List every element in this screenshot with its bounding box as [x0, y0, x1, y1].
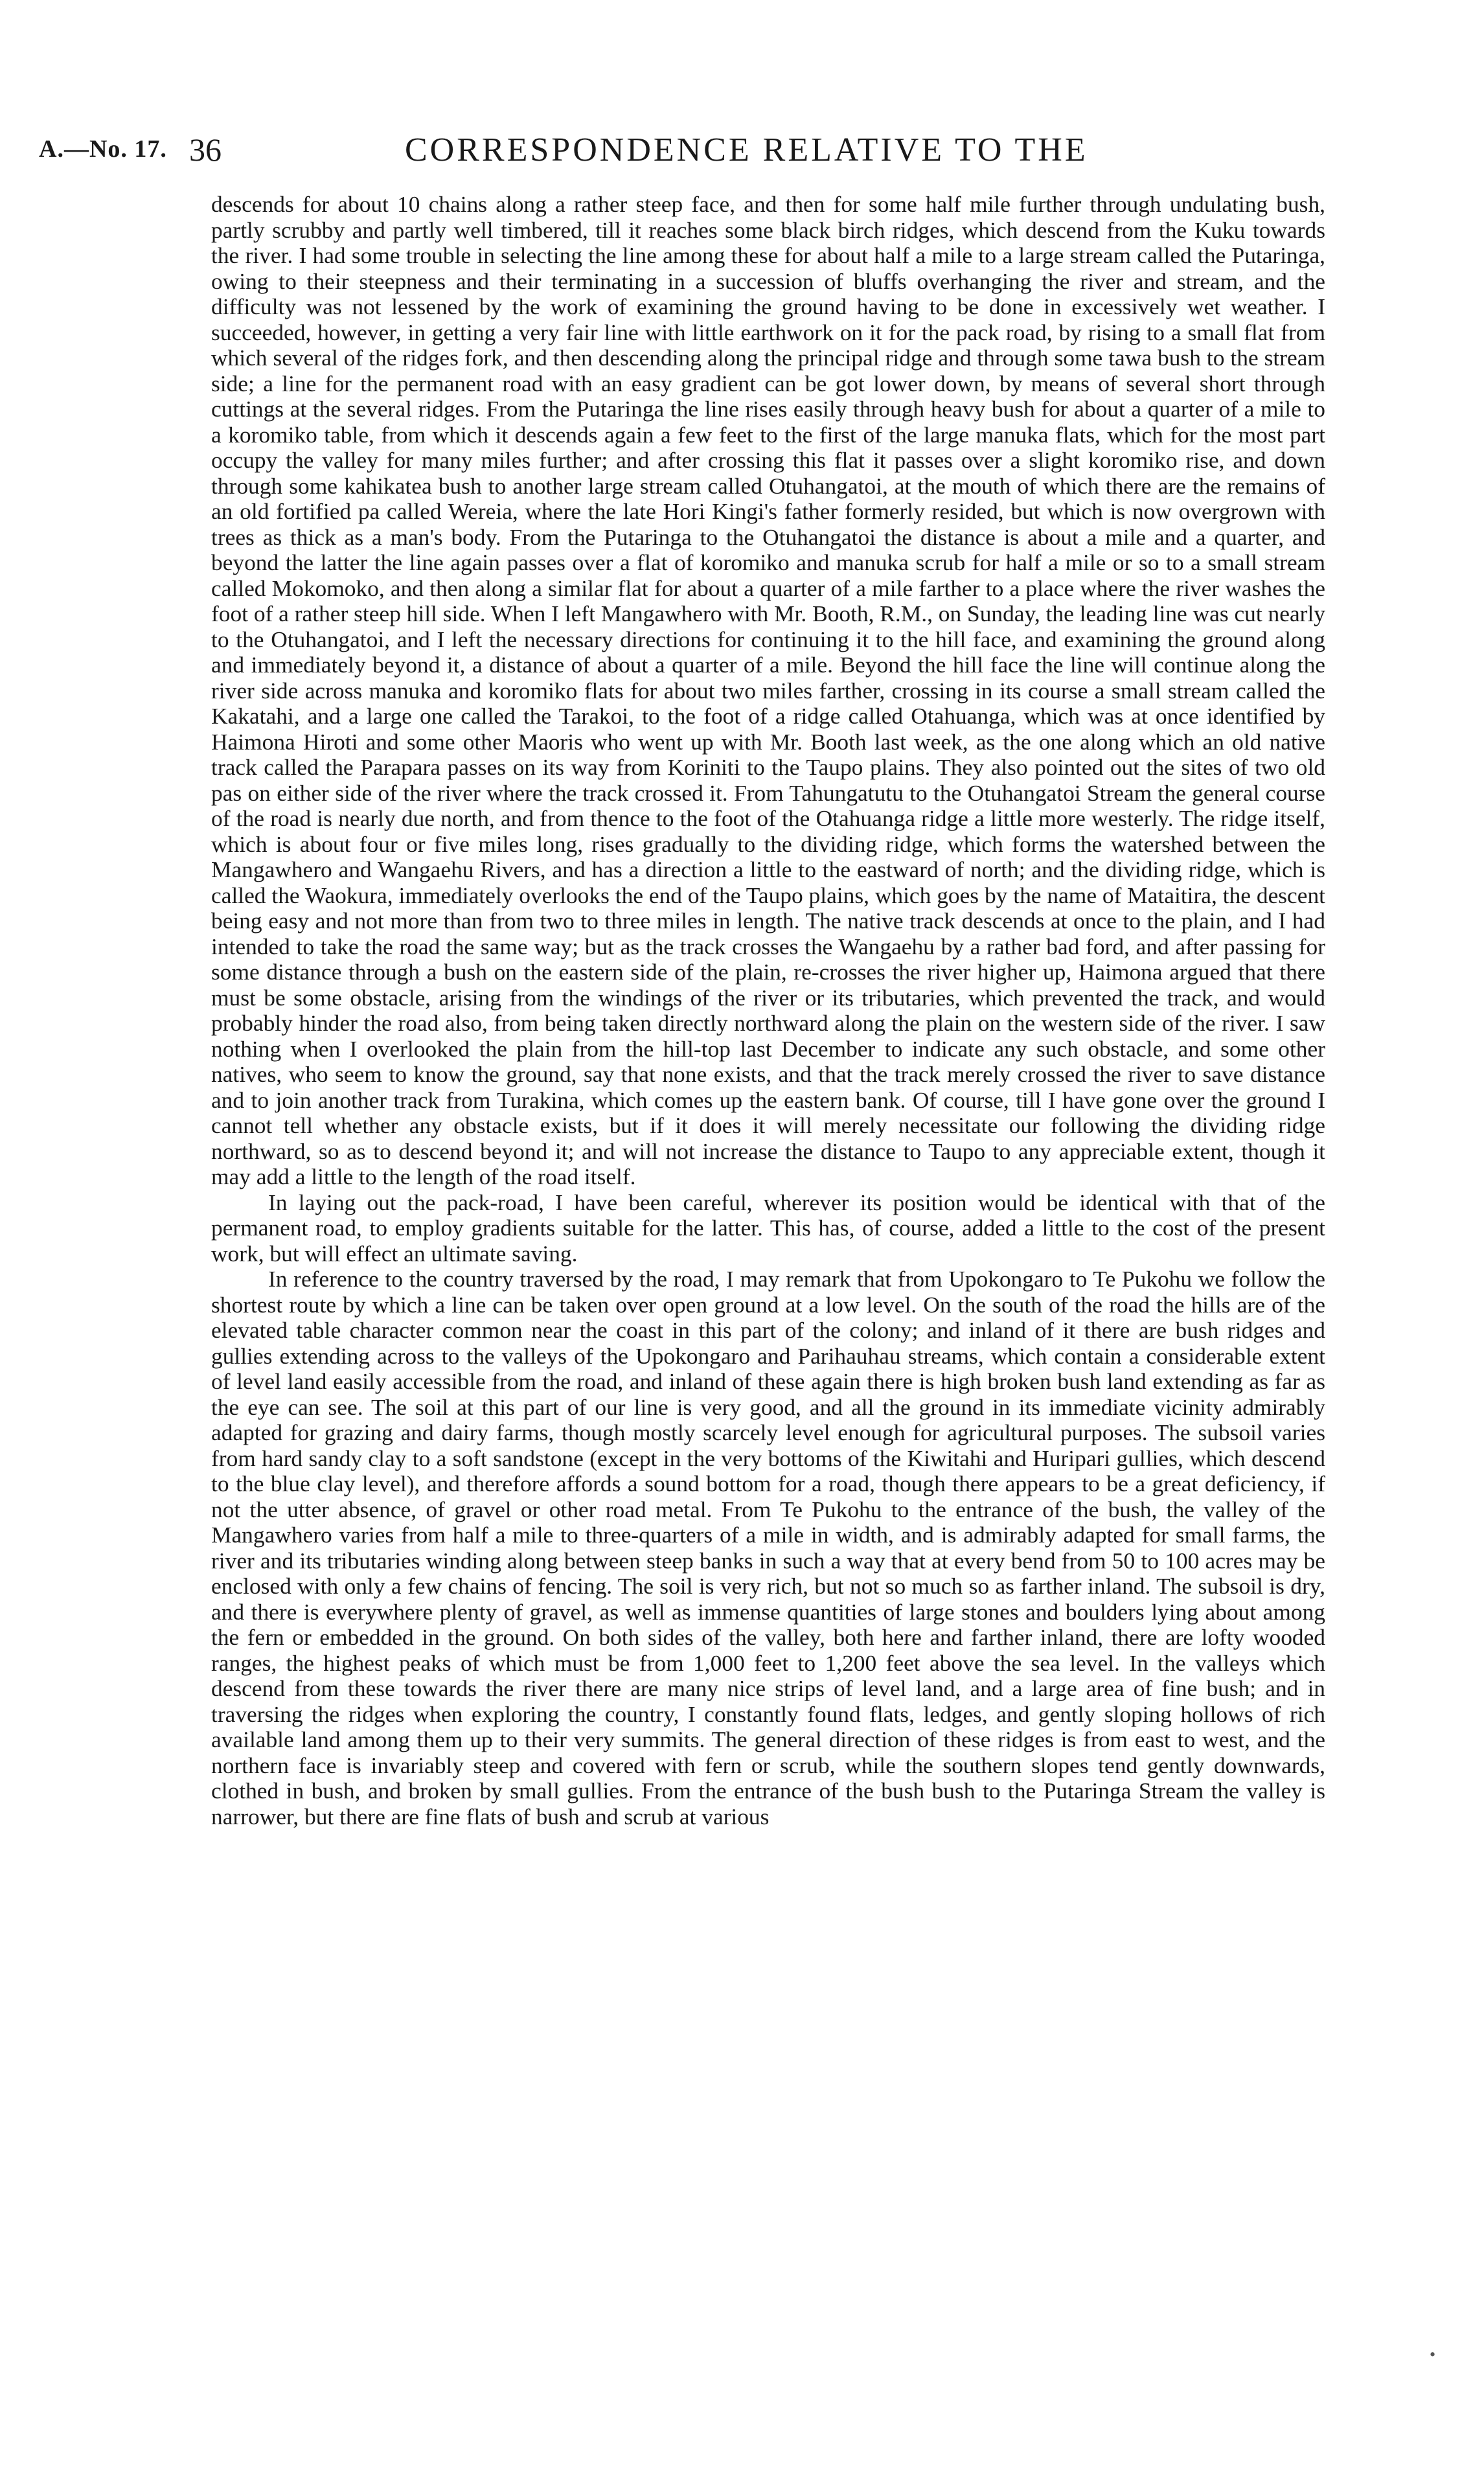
paragraph: In laying out the pack-road, I have been careful, wherever its position would be identical with that of the permanent road, to employ gradients suitable for the latter. This has, of course, added a little to the cost of the present work, but will effect an ultimate saving. — [211, 1189, 1325, 1266]
document-reference: A.—No. 17. — [39, 135, 167, 163]
paragraph: In reference to the country traversed by the road, I may remark that from Upokongaro to Te Pukohu we follow the shortest route by which a line can be taken over open ground at a low level. On the south of the road the hills are of the elevated table character common near the coast in this part of the colony; and inland of it there are bush ridges and gullies extending across to the valleys of the Upokongaro and Parihauhau streams, which contain a considerable extent of level land easily accessible from the road, and inland of these again there is high broken bush land extending as far as the eye can see. The soil at this part of our line is very good, and all the ground in its immediate vicinity admirably adapted for grazing and dairy farms, though mostly scarcely level enough for agricultural purposes. The subsoil varies from hard sandy clay to a soft sandstone (except in the very bottoms of the Kiwitahi and Huripari gullies, which descend to the blue clay level), and therefore affords a sound bottom for a road, though there appears to be a great deficiency, if not the utter absence, of gravel or other road metal. From Te Pukohu to the entrance of the bush, the valley of the Mangawhero varies from half a mile to three-quarters of a mile in width, and is admirably adapted for small farms, the river and its tributaries winding along between steep banks in such a way that at every bend from 50 to 100 acres may be enclosed with only a few chains of fencing. The soil is very rich, but not so much so as farther inland. The subsoil is dry, and there is everywhere plenty of gravel, as well as immense quantities of large stones and boulders lying about among the fern or embedded in the ground. On both sides of the valley, both here and farther inland, there are lofty wooded ranges, the highest peaks of which must be from 1,000 feet to 1,200 feet above the sea level. In the valleys which descend from these towards the river there are many nice strips of level land, and a large area of fine bush; and in traversing the ridges when exploring the country, I constantly found flats, ledges, and gently sloping hollows of rich available land among them up to their very summits. The general direction of these ridges is from east to west, and the northern face is invariably steep and covered with fern or scrub, while the southern slopes tend gently downwards, clothed in bush, and broken by small gullies. From the entrance of the bush bush to the Putaringa Stream the valley is narrower, but there are fine flats of bush and scrub at various — [211, 1266, 1325, 1829]
paragraph: descends for about 10 chains along a rather steep face, and then for some half mile further through undulating bush, partly scrubby and partly well timbered, till it reaches some black birch ridges, which descend from the Kuku towards the river. I had some trouble in selecting the line among these for about half a mile to a large stream called the Putaringa, owing to their steepness and their terminating in a succession of bluffs overhanging the river and stream, and the difficulty was not lessened by the work of examining the ground having to be done in excessively wet weather. I succeeded, however, in getting a very fair line with little earthwork on it for the pack road, by rising to a small flat from which several of the ridges fork, and then descending along the principal ridge and through some tawa bush to the stream side; a line for the permanent road with an easy gradient can be got lower down, by means of several short through cuttings at the several ridges. From the Putaringa the line rises easily through heavy bush for about a quarter of a mile to a koromiko table, from which it descends again a few feet to the first of the large manuka flats, which for the most part occupy the valley for many miles further; and after crossing this flat it passes over a slight koromiko rise, and down through some kahikatea bush to another large stream called Otuhangatoi, at the mouth of which there are the remains of an old fortified pa called Wereia, where the late Hori Kingi's father formerly resided, but which is now overgrown with trees as thick as a man's body. From the Putaringa to the Otuhangatoi the distance is about a mile and a quarter, and beyond the latter the line again passes over a flat of koromiko and manuka scrub for half a mile or so to a small stream called Mokomoko, and then along a similar flat for about a quarter of a mile farther to a place where the river washes the foot of a rather steep hill side. When I left Mangawhero with Mr. Booth, R.M., on Sunday, the leading line was cut nearly to the Otuhangatoi, and I left the necessary directions for continuing it to the hill face, and examining the ground along and immediately beyond it, a distance of about a quarter of a mile. Beyond the hill face the line will continue along the river side across manuka and koromiko flats for about two miles farther, crossing in its course a small stream called the Kakatahi, and a large one called the Tarakoi, to the foot of a ridge called Otahuanga, which was at once identified by Haimona Hiroti and some other Maoris who went up with Mr. Booth last week, as the one along which an old native track called the Parapara passes on its way from Koriniti to the Taupo plains. They also pointed out the sites of two old pas on either side of the river where the track crossed it. From Tahungatutu to the Otuhangatoi Stream the general course of the road is nearly due north, and from thence to the foot of the Otahuanga ridge a little more westerly. The ridge itself, which is about four or five miles long, rises gradually to the dividing ridge, which forms the watershed between the Mangawhero and Wangaehu Rivers, and has a direction a little to the eastward of north; and the dividing ridge, which is called the Waokura, immediately overlooks the end of the Taupo plains, which goes by the name of Mataitira, the descent being easy and not more than from two to three miles in length. The native track descends at once to the plain, and I had intended to take the road the same way; but as the track crosses the Wangaehu by a rather bad ford, and after passing for some distance through a bush on the eastern side of the plain, re-crosses the river higher up, Haimona argued that there must be some obstacle, arising from the windings of the river or its tributaries, which prevented the track, and would probably hinder the road also, from being taken directly northward along the plain on the western side of the river. I saw nothing when I overlooked the plain from the hill-top last December to indicate any such obstacle, and some other natives, who seem to know the ground, say that none exists, and that the track merely crossed the river to save distance and to join another track from Turakina, which comes up the eastern bank. Of course, till I have gone over the ground I cannot tell whether any obstacle exists, but if it does it will merely necessitate our following the dividing ridge northward, so as to descend beyond it; and will not increase the distance to Taupo to any appreciable extent, though it may add a little to the length of the road itself. — [211, 191, 1325, 1189]
page-header — [39, 130, 1334, 175]
body-text — [211, 192, 1325, 1829]
running-title: CORRESPONDENCE RELATIVE TO THE — [405, 132, 1088, 168]
page-mark: • — [1430, 2345, 1436, 2364]
page-number: 36 — [189, 132, 222, 168]
